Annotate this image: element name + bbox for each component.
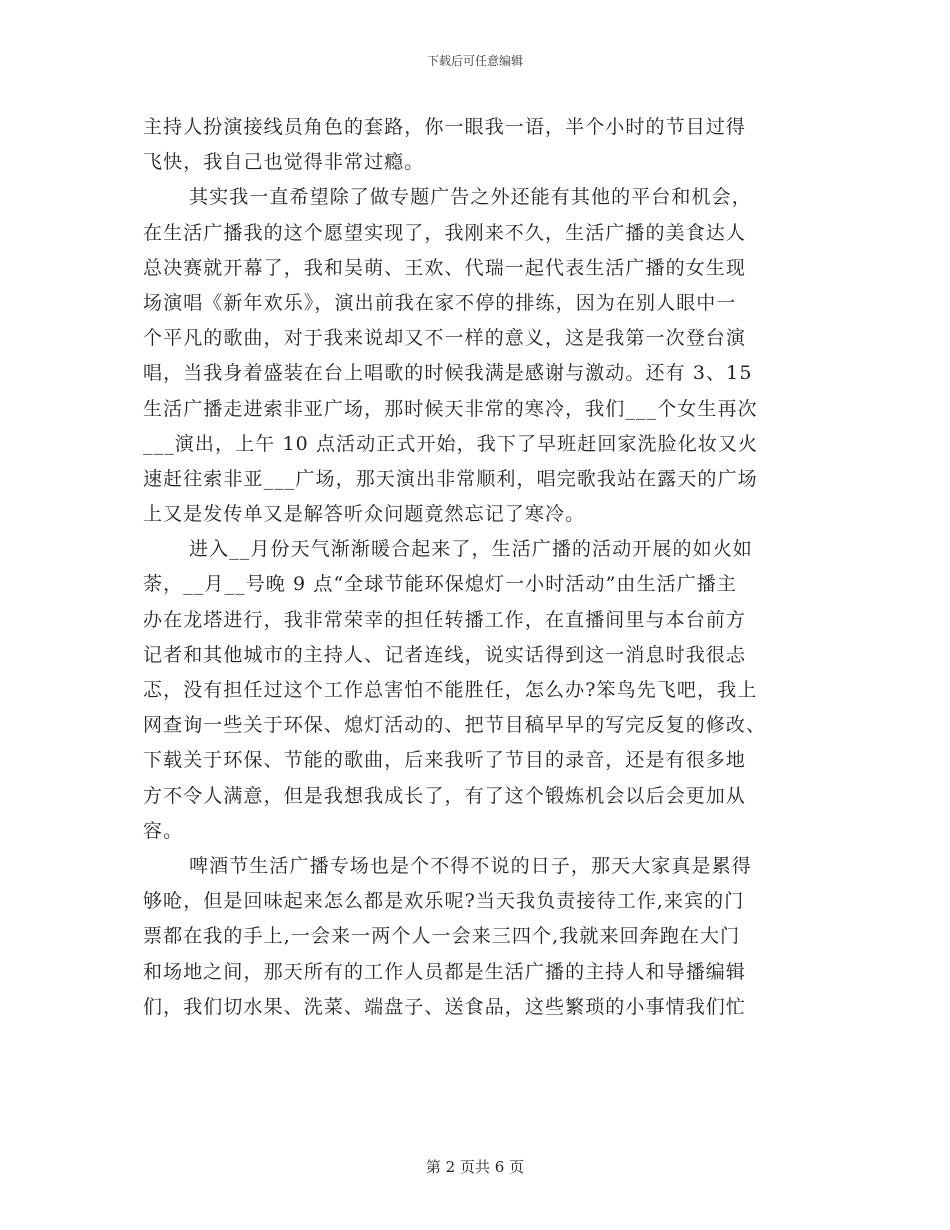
text-line: 网查询一些关于环保、熄灯活动的、把节目稿早早的写完反复的修改、 bbox=[143, 714, 767, 737]
paragraph-start-line: 啤酒节生活广播专场也是个不得不说的日子，那天大家真是累得 bbox=[189, 854, 752, 877]
text-line: 办在龙塔进行，我非常荣幸的担任转播工作，在直播间里与本台前方 bbox=[143, 608, 747, 631]
page-header: 下载后可任意编辑 bbox=[426, 54, 523, 68]
text-line: 上又是发传单又是解答听众问题竟然忘记了寒冷。 bbox=[143, 503, 586, 526]
text-line: 方不令人满意，但是我想我成长了，有了这个锻炼机会以后会更加从 bbox=[143, 784, 747, 807]
text-line: ___演出，上午 10 点活动正式开始，我下了早班赶回家洗脸化妆又火 bbox=[143, 432, 759, 455]
text-line: 票都在我的手上,一会来一两个人一会来三四个,我就来回奔跑在大门 bbox=[143, 925, 741, 948]
text-line: 在生活广播我的这个愿望实现了，我刚来不久，生活广播的美食达人 bbox=[143, 221, 747, 244]
text-line: 记者和其他城市的主持人、记者连线，说实话得到这一消息时我很忐 bbox=[143, 643, 747, 666]
page-footer: 第 2 页共 6 页 bbox=[425, 1158, 525, 1176]
text-line: 唱，当我身着盛装在台上唱歌的时候我满是感谢与激动。还有 3、15 bbox=[143, 362, 753, 385]
text-line: 荼，__月__号晚 9 点“全球节能环保熄灯一小时活动”由生活广播主 bbox=[143, 573, 737, 596]
paragraph-start-line: 其实我一直希望除了做专题广告之外还能有其他的平台和机会， bbox=[189, 186, 752, 209]
text-line: 容。 bbox=[143, 819, 184, 842]
text-line: 和场地之间，那天所有的工作人员都是生活广播的主持人和导播编辑 bbox=[143, 960, 747, 983]
text-line: 飞快，我自己也觉得非常过瘾。 bbox=[143, 151, 425, 174]
text-line: 够呛，但是回味起来怎么都是欢乐呢?当天我负责接待工作,来宾的门 bbox=[143, 890, 745, 913]
text-line: 下载关于环保、节能的歌曲，后来我听了节目的录音，还是有很多地 bbox=[143, 749, 747, 772]
text-line: 生活广播走进索非亚广场，那时候天非常的寒冷，我们___个女生再次 bbox=[143, 397, 758, 420]
text-line: 总决赛就开幕了，我和吴萌、王欢、代瑞一起代表生活广播的女生现 bbox=[143, 256, 747, 279]
body-text bbox=[143, 110, 815, 1025]
text-line: 个平凡的歌曲，对于我来说却又不一样的意义，这是我第一次登台演 bbox=[143, 327, 747, 350]
text-line: 们，我们切水果、洗菜、端盘子、送食品，这些繁琐的小事情我们忙 bbox=[143, 995, 747, 1018]
text-line: 忑，没有担任过这个工作总害怕不能胜任，怎么办?笨鸟先飞吧，我上 bbox=[143, 679, 758, 701]
text-line: 速赶往索非亚___广场，那天演出非常顺利，唱完歌我站在露天的广场 bbox=[143, 467, 758, 490]
text-line: 场演唱《新年欢乐》，演出前我在家不停的排练，因为在别人眼中一 bbox=[143, 291, 737, 314]
paragraph-start-line: 进入__月份天气渐渐暖合起来了，生活广播的活动开展的如火如 bbox=[189, 538, 753, 561]
text-line: 主持人扮演接线员角色的套路，你一眼我一语，半个小时的节目过得 bbox=[143, 116, 747, 138]
